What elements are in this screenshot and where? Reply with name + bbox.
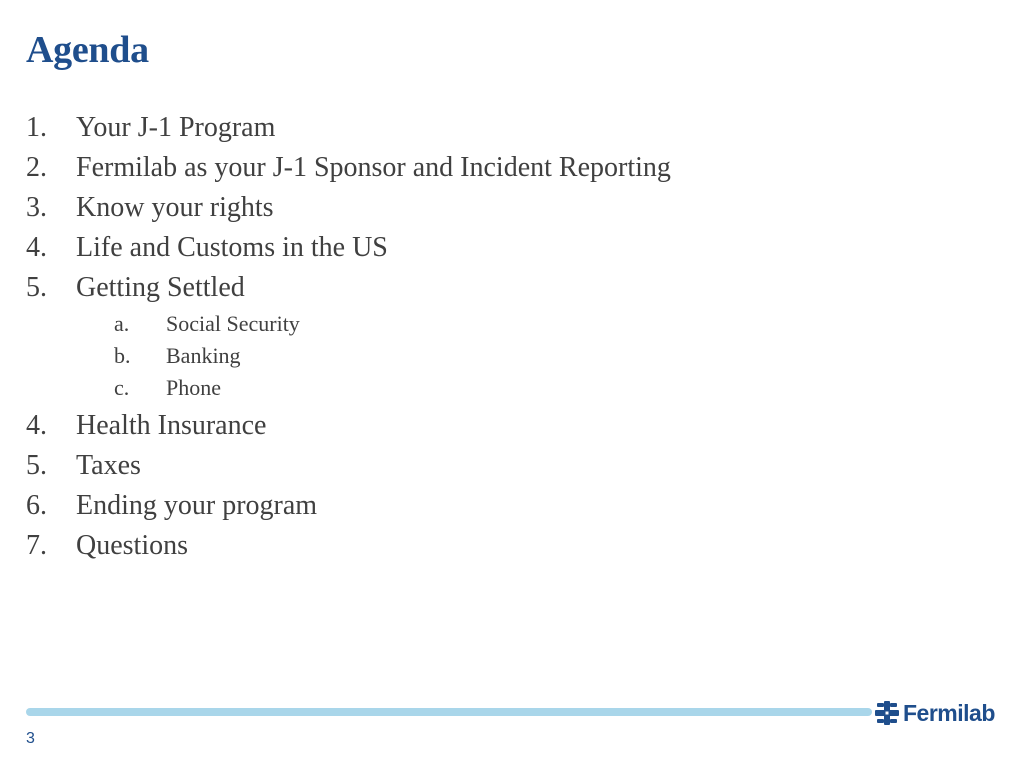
agenda-item-text: Getting Settled [76, 272, 245, 303]
agenda-item [26, 526, 926, 566]
agenda-item-text: Know your rights [76, 192, 274, 223]
page-number: 3 [26, 730, 35, 747]
agenda-item-text: Your J-1 Program [76, 112, 276, 143]
agenda-item-text: Health Insurance [76, 410, 267, 441]
agenda-subitem-letter: c. [114, 375, 130, 400]
slide-title: Agenda [26, 29, 149, 71]
agenda-item [26, 108, 926, 148]
agenda-item-number: 3. [26, 192, 47, 223]
agenda-item-number: 4. [26, 232, 47, 263]
footer-divider-bar [26, 708, 872, 716]
agenda-subitem-text: Social Security [166, 311, 300, 336]
agenda-item-text: Taxes [76, 450, 141, 481]
agenda-subitem-text: Banking [166, 343, 241, 368]
agenda-item-text: Life and Customs in the US [76, 232, 388, 263]
agenda-list [26, 108, 926, 566]
agenda-item-number: 4. [26, 410, 47, 441]
agenda-item-text: Ending your program [76, 490, 318, 521]
agenda-item-number: 2. [26, 152, 47, 183]
agenda-item-number: 1. [26, 112, 47, 143]
agenda-item [26, 446, 926, 486]
agenda-item [26, 406, 926, 446]
agenda-item [26, 268, 926, 308]
agenda-subitem [26, 340, 926, 372]
agenda-item-text: Questions [76, 530, 188, 561]
agenda-item [26, 148, 926, 188]
agenda-item-number: 5. [26, 272, 47, 303]
agenda-subitem-text: Phone [166, 375, 221, 400]
agenda-subitem-letter: a. [114, 311, 130, 336]
agenda-item-number: 5. [26, 450, 47, 481]
agenda-item [26, 188, 926, 228]
agenda-subitem [26, 372, 926, 404]
agenda-item-number: 6. [26, 490, 47, 521]
agenda-item-text: Fermilab as your J-1 Sponsor and Incident Reporting [76, 152, 671, 183]
agenda-item [26, 228, 926, 268]
fermilab-logo [874, 697, 995, 729]
fermilab-logo-icon [874, 700, 900, 726]
agenda-sublist [26, 308, 926, 406]
agenda-item [26, 486, 926, 526]
agenda-subitem [26, 308, 926, 340]
agenda-item-number: 7. [26, 530, 47, 561]
logo-wordmark: Fermilab [903, 699, 995, 726]
agenda-subitem-letter: b. [114, 343, 131, 368]
